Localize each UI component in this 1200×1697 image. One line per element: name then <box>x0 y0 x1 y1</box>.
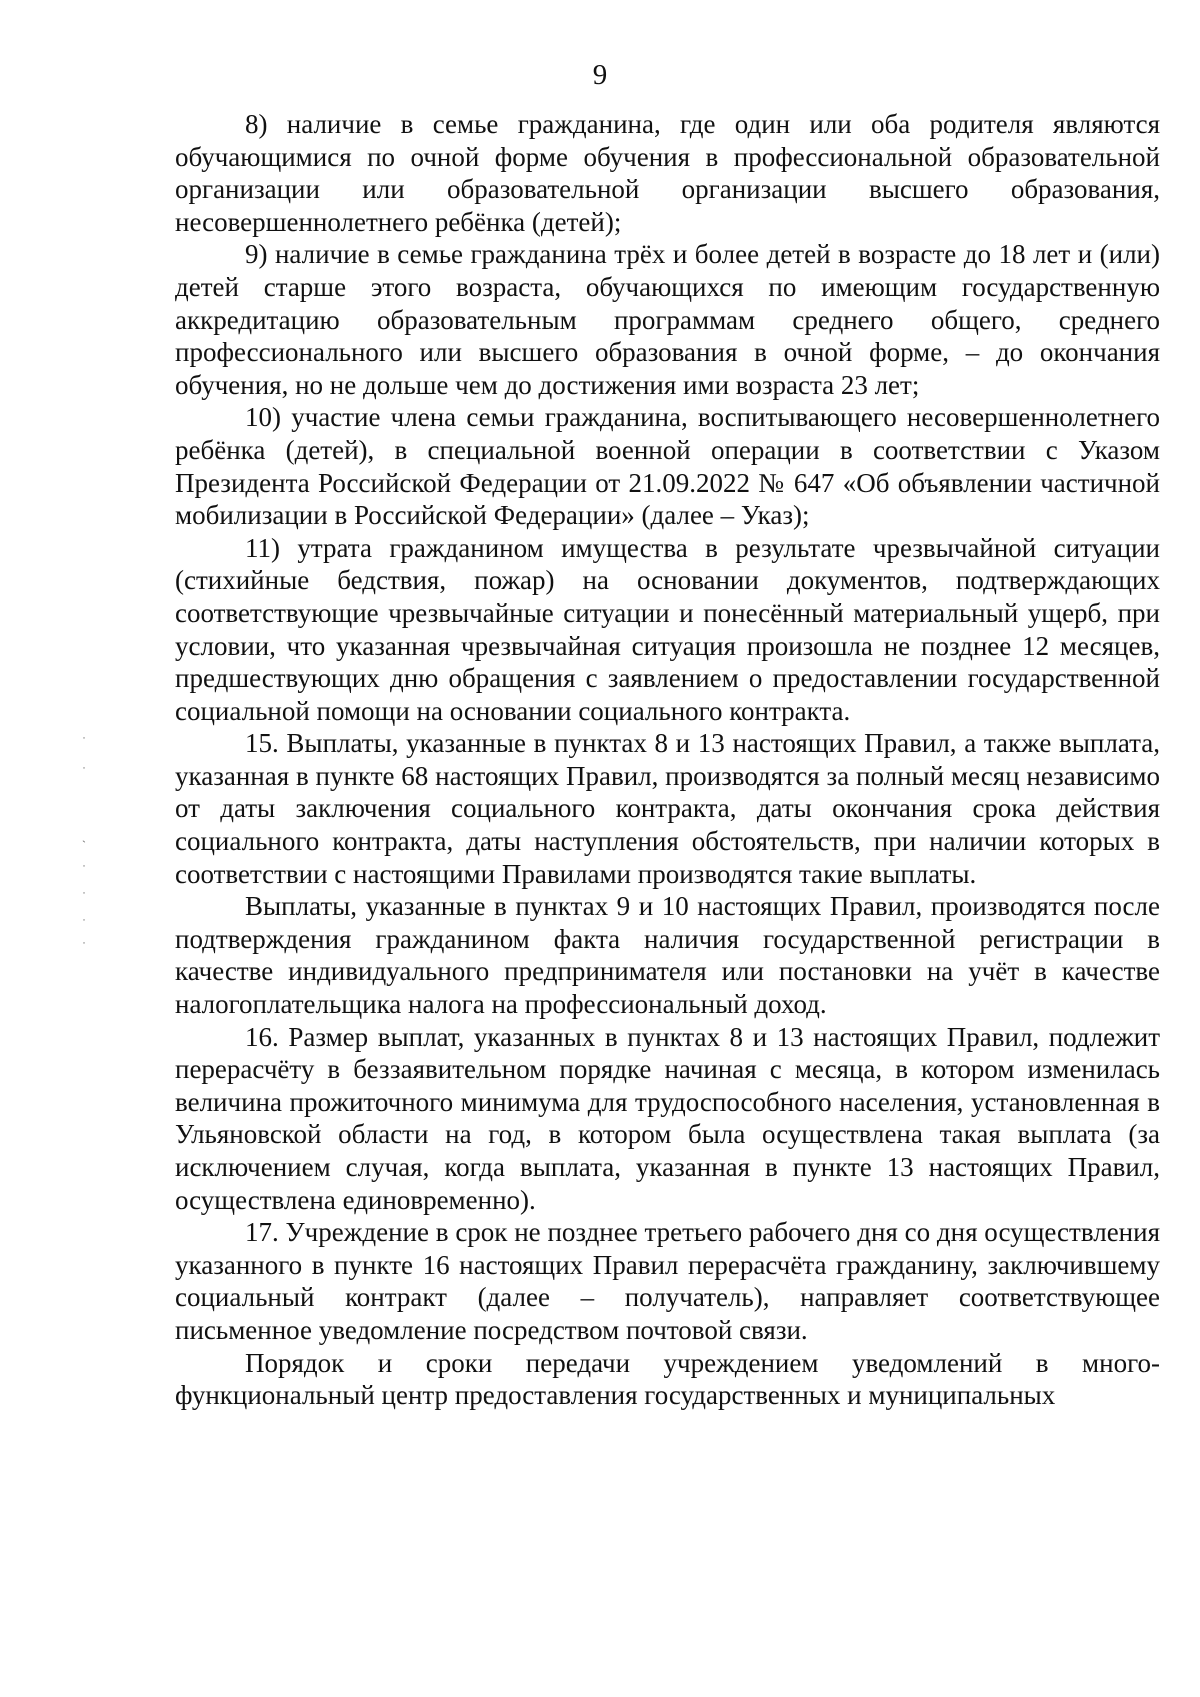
scan-speck: ˙ <box>82 889 86 903</box>
paragraph-section-17-continued: Порядок и сроки передачи учреждением уведомлений в многофункциональный центр предоставления государственных и муниципальных <box>175 1347 1160 1411</box>
scan-speck: ˙ <box>82 939 86 953</box>
scan-margin-marks <box>82 735 112 975</box>
paragraph-section-15-continued: Выплаты, указанные в пунктах 9 и 10 настоящих Правил, производятся после подтверждения гражданином факта наличия государственной регистрации в качестве индивидуального предпринимателя или постановки на учёт в качестве налогоплательщика налога на профессиональный доход. <box>175 891 1160 1020</box>
paragraph-section-15: 15. Выплаты, указанные в пунктах 8 и 13 настоящих Правил, а также выплата, указанная в пункте 68 настоящих Правил, производятся за полный месяц независимо от даты заключения социального контракта, даты окончания срока действия социального контракта, даты наступления обстоятельств, при наличии которых в соответствии с настоящими Правилами производятся такие выплаты. <box>175 728 1160 889</box>
scan-speck: ˙ <box>82 764 86 778</box>
scan-speck: ˎ <box>82 829 86 843</box>
paragraph-item-11: 11) утрата гражданином имущества в результате чрезвычайной ситуации (стихийные бедствия, пожар) на основании документов, подтверждающих соответствующие чрезвычайные ситуации и понесённый материальный ущерб, при условии, что указанная чрезвычайная ситуация произошла не позднее 12 месяцев, предшествующих дню обращения с заявлением о предоставлении государственной социальной помощи на основании социального контракта. <box>175 532 1160 726</box>
document-body <box>175 108 1160 1412</box>
paragraph-section-16: 16. Размер выплат, указанных в пунктах 8 и 13 настоящих Правил, подлежит перерасчёту в беззаявительном порядке начиная с месяца, в котором изменилась величина прожиточного минимума для трудоспособного населения, установленная в Ульяновской области на год, в котором была осуществлена такая выплата (за исключением случая, когда выплата, указанная в пункте 13 настоящих Правил, осуществлена единовременно). <box>175 1021 1160 1215</box>
scan-speck: ˙ <box>82 916 86 930</box>
scan-speck: ˙ <box>82 734 86 748</box>
scan-speck: ˙ <box>82 862 86 876</box>
paragraph-item-8: 8) наличие в семье гражданина, где один или оба родителя являются обучающимися по очной форме обучения в профессиональной образовательной организации или образовательной организации высшего образования, несовершеннолетнего ребёнка (детей); <box>175 109 1160 237</box>
paragraph-section-17: 17. Учреждение в срок не позднее третьего рабочего дня со дня осуществления указанного в пункте 16 настоящих Правил перерасчёта гражданину, заключившему социальный контракт (далее – получатель), направляет соответствующее письменное уведомление посредством почтовой связи. <box>175 1217 1160 1345</box>
paragraph-item-9: 9) наличие в семье гражданина трёх и более детей в возрасте до 18 лет и (или) детей старше этого возраста, обучающихся по имеющим государственную аккредитацию образовательным программам среднего общего, среднего профессионального или высшего образования в очной форме, – до окончания обучения, но не дольше чем до достижения ими возраста 23 лет; <box>175 239 1160 400</box>
page-number: 9 <box>592 59 608 91</box>
paragraph-item-10: 10) участие члена семьи гражданина, воспитывающего несовершеннолетнего ребёнка (детей), в специальной военной операции в соответствии с Указом Президента Российской Федерации от 21.09.2022 № 647 «Об объявлении частичной мобилизации в Российской Федерации» (далее – Указ); <box>175 402 1160 531</box>
